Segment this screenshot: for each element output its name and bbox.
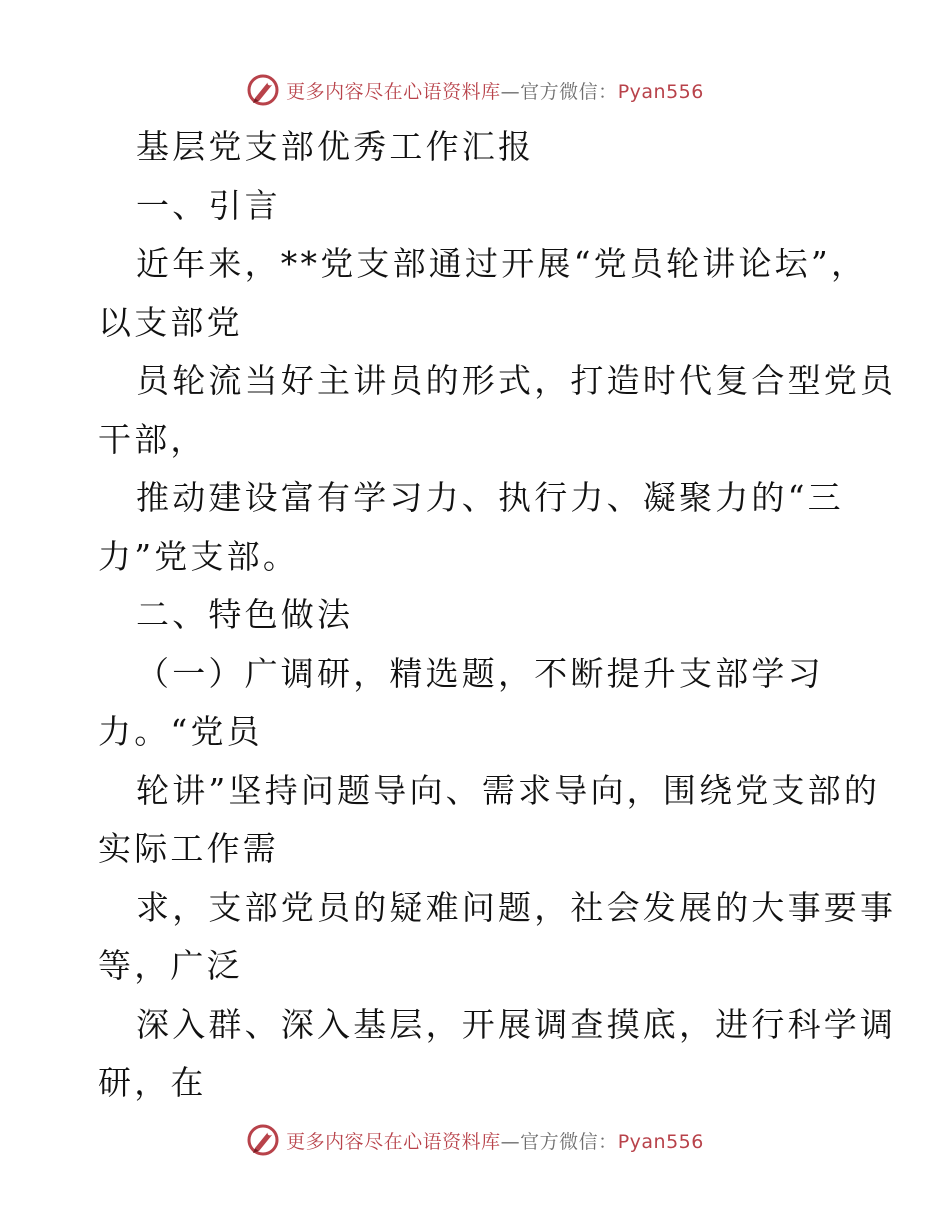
text-line: 员轮流当好主讲员的形式，打造时代复合型党员 [136,361,897,400]
text-line: 实际工作需 [98,829,279,868]
watermark-separator: — [500,80,521,103]
text-line: 近年来，**党支部通过开展“党员轮讲论坛”， [136,244,868,283]
text-line: 干部， [98,419,207,459]
text-line: 基层党支部优秀工作汇报 [136,127,535,166]
text-line: 推动建设富有学习力、执行力、凝聚力的“三 [136,478,844,517]
watermark-text [286,1127,704,1154]
watermark-brand: 更多内容尽在心语资料库 [286,1130,501,1153]
watermark-brand: 更多内容尽在心语资料库 [286,80,501,103]
text-line: 力。“党员 [98,712,263,751]
text-line: 研，在 [98,1063,207,1102]
text-line: 深入群、深入基层，开展调查摸底，进行科学调 [136,1004,897,1044]
pen-logo-icon [246,1123,280,1157]
text-line: 等，广泛 [98,946,243,985]
text-line: 轮讲”坚持问题导向、需求导向，围绕党支部的 [136,770,881,810]
text-line: 二、特色做法 [136,595,354,634]
watermark-contact: 官方微信： [520,80,618,103]
document-body [98,118,897,1113]
header-watermark [0,70,950,110]
text-line: （一）广调研，精选题，不断提升支部学习 [136,653,824,693]
watermark-contact-id: Pyan556 [617,1130,704,1153]
text-line: 一、引言 [136,185,281,225]
text-line: 以支部党 [98,302,243,342]
footer-watermark [0,1120,950,1160]
watermark-contact: 官方微信： [520,1130,618,1153]
text-line: 力”党支部。 [98,536,300,576]
text-line: 求，支部党员的疑难问题，社会发展的大事要事 [136,887,897,927]
watermark-separator: — [500,1130,521,1153]
pen-logo-icon [246,73,280,107]
watermark-contact-id: Pyan556 [617,80,704,103]
watermark-text [286,77,704,104]
